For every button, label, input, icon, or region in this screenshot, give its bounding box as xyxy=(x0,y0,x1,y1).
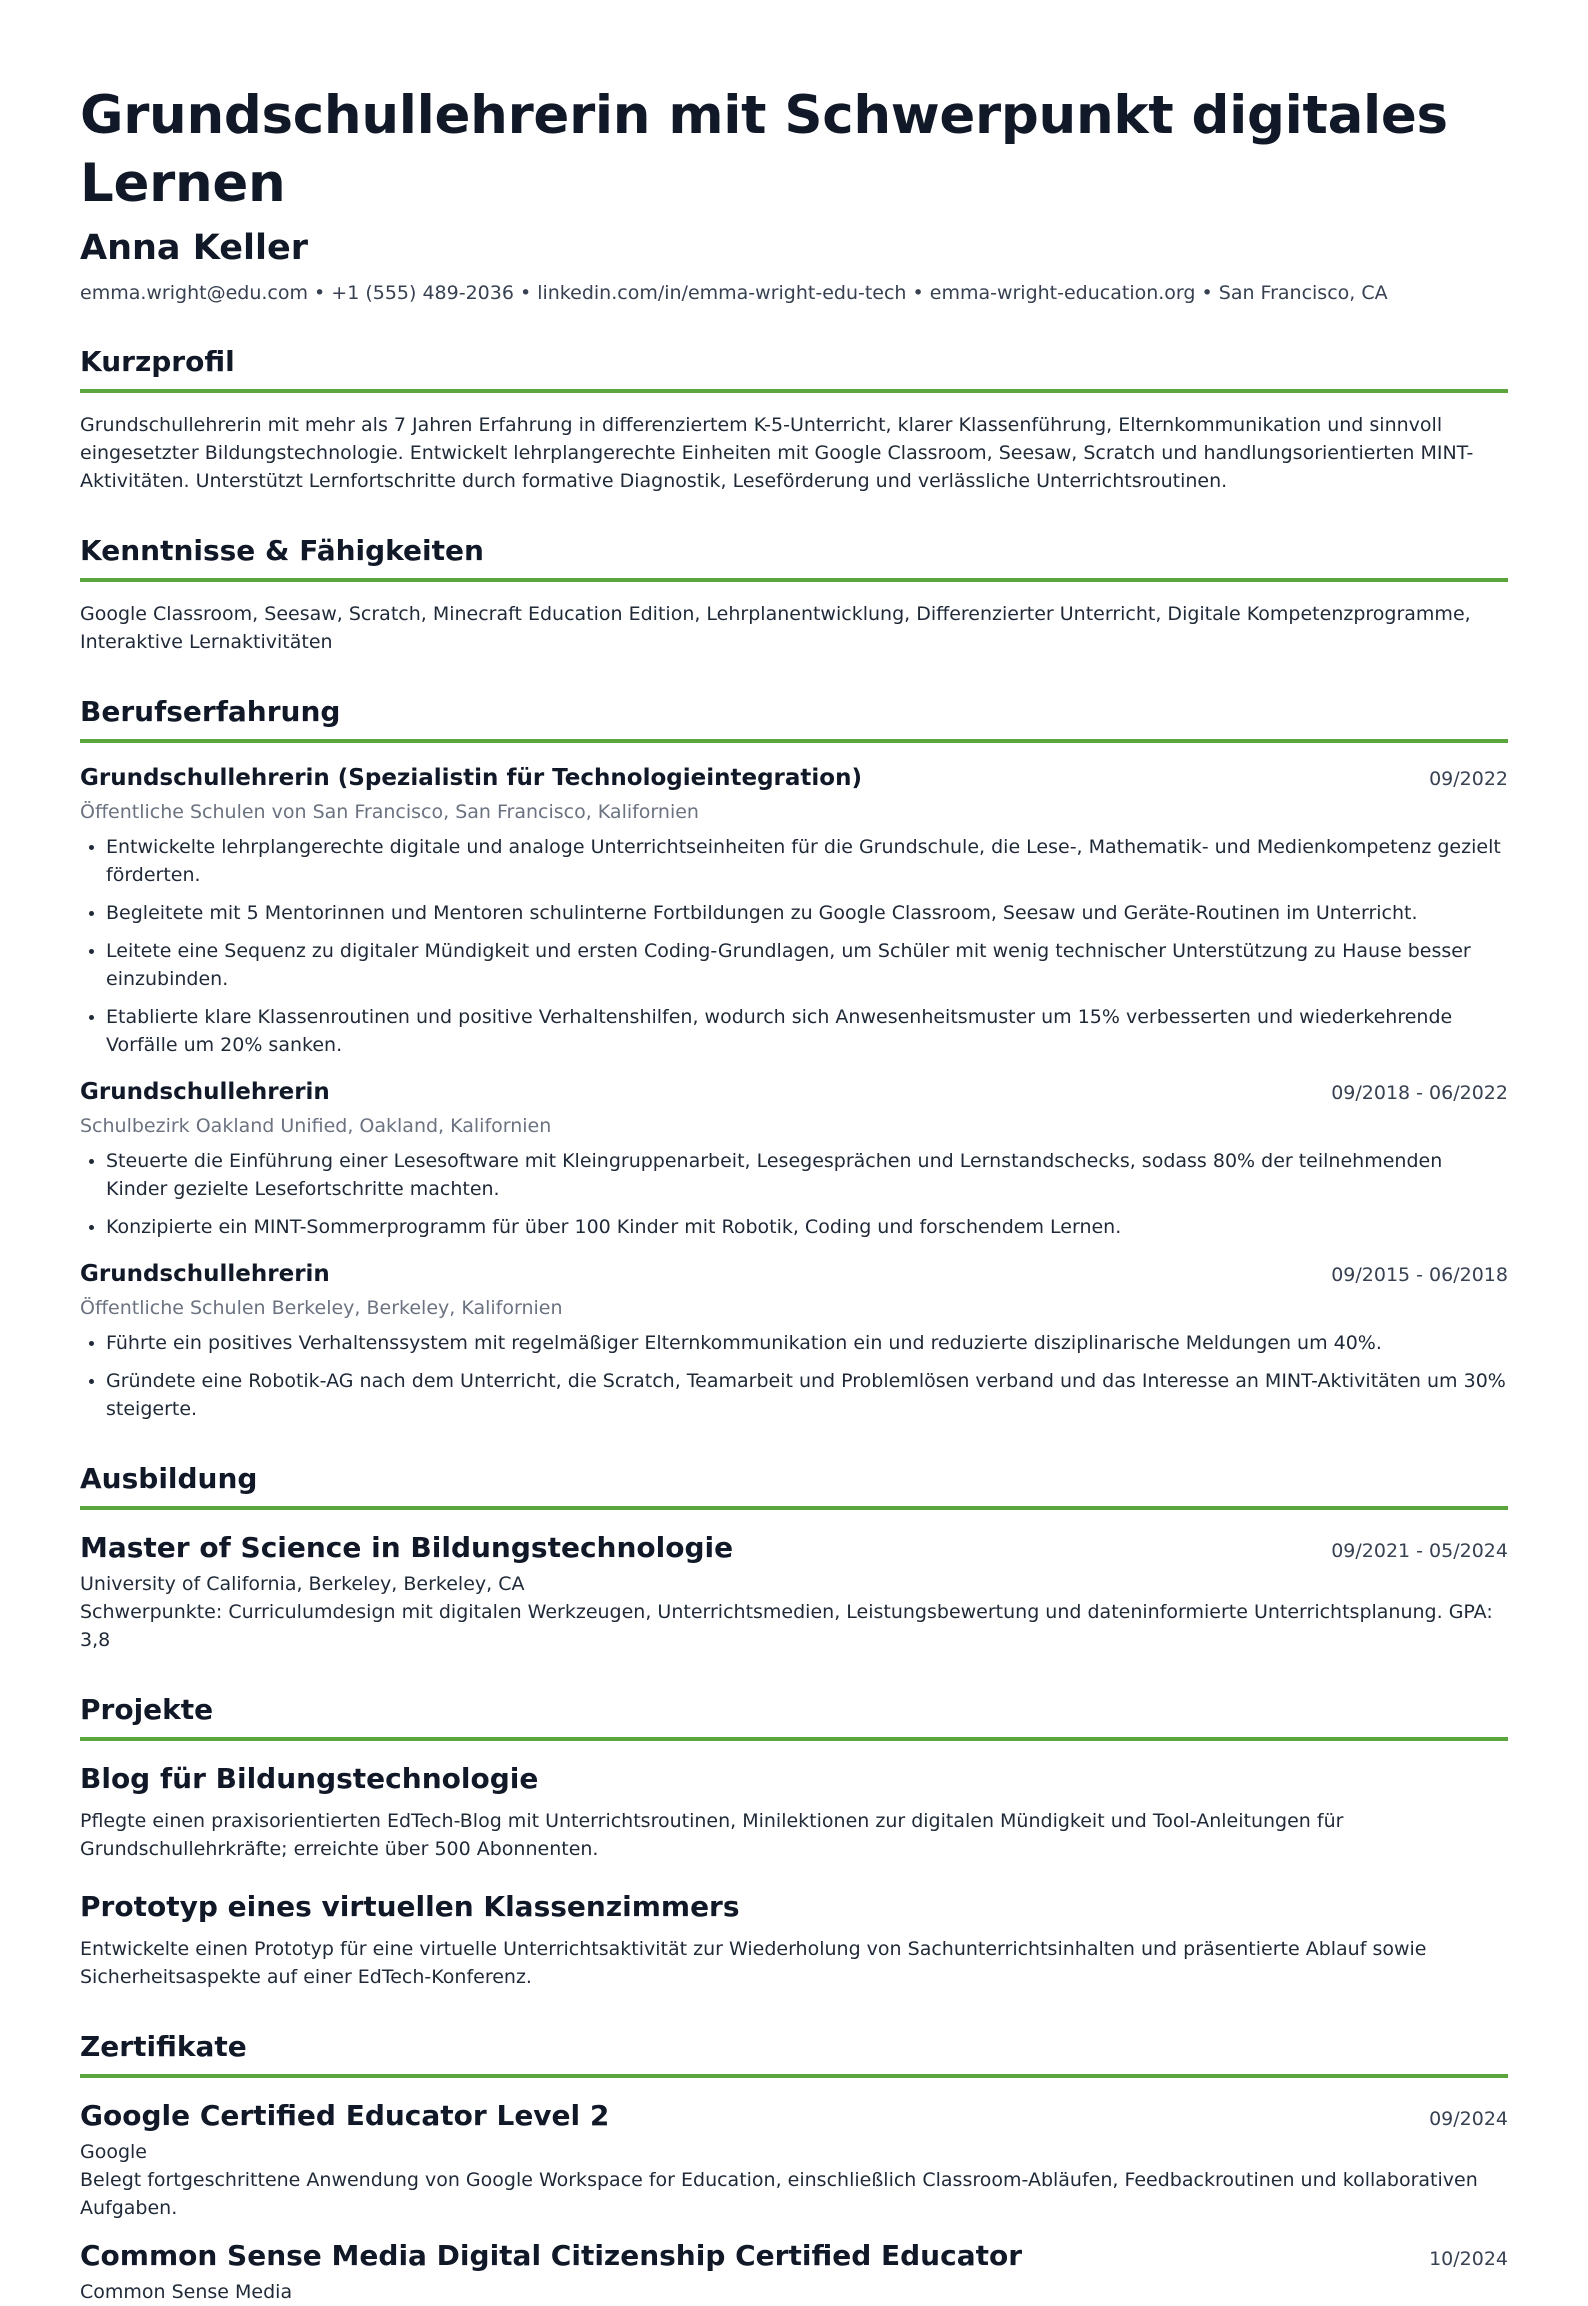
section-heading-skills: Kenntnisse & Fähigkeiten xyxy=(80,534,484,567)
certificate-date: 09/2024 xyxy=(1429,2108,1508,2130)
job-bullet: • Konzipierte ein MINT-Sommerprogramm für über 100 Kinder mit Robotik, Coding und forschendem Lernen. xyxy=(106,1213,1508,1241)
certificate-description: Belegt fortgeschrittene Anwendung von Google Workspace for Education, einschließlich Classroom-Abläufen, Feedbackroutinen und kollaborativen Aufgaben. xyxy=(80,2169,1478,2219)
job-entry xyxy=(80,1257,1508,1423)
degree-title: Master of Science in Bildungstechnologie xyxy=(80,1531,734,1564)
job-organization: Schulbezirk Oakland Unified, Oakland, Kalifornien xyxy=(80,1115,552,1137)
section-experience xyxy=(80,692,1508,1423)
job-bullet: • Steuerte die Einführung einer Lesesoftware mit Kleingruppenarbeit, Lesegesprächen und Lernstandschecks, sodass 80% der teilnehmenden Kinder gezielte Lesefortschritte machten. xyxy=(106,1147,1508,1203)
project-title: Prototyp eines virtuellen Klassenzimmers xyxy=(80,1890,740,1923)
section-skills xyxy=(80,531,1508,656)
profile-text: Grundschullehrerin mit mehr als 7 Jahren Erfahrung in differenziertem K-5-Unterricht, klarer Klassenführung, Elternkommunikation und sinnvoll eingesetzter Bildungstechnologie. Entwickelt lehrplangerechte Einheiten mit Google Classroom, Seesaw, Scratch und handlungsorientierten MINT-Aktivitäten. Unterstützt Lernfortschritte durch formative Diagnostik, Leseförderung und verlässliche Unterrichtsroutinen. xyxy=(80,414,1474,492)
section-divider xyxy=(80,1737,1508,1741)
certificate-title: Google Certified Educator Level 2 xyxy=(80,2099,610,2132)
section-heading-education: Ausbildung xyxy=(80,1462,258,1495)
section-heading-profile: Kurzprofil xyxy=(80,345,235,378)
section-heading-certificates: Zertifikate xyxy=(80,2030,247,2063)
job-bullet: • Begleitete mit 5 Mentorinnen und Mentoren schulinterne Fortbildungen zu Google Classroom, Seesaw und Geräte-Routinen im Unterricht. xyxy=(106,899,1508,927)
job-bullet: • Leitete eine Sequenz zu digitaler Mündigkeit und ersten Coding-Grundlagen, um Schüler mit wenig technischer Unterstützung zu Hause besser einzubinden. xyxy=(106,937,1508,993)
project-title: Blog für Bildungstechnologie xyxy=(80,1762,539,1795)
certificate-title: Common Sense Media Digital Citizenship Certified Educator xyxy=(80,2239,1023,2272)
section-divider xyxy=(80,739,1508,743)
job-entry xyxy=(80,761,1508,1059)
job-bullet: • Etablierte klare Klassenroutinen und positive Verhaltenshilfen, wodurch sich Anwesenheitsmuster um 15% verbesserten und wiederkehrende Vorfälle um 20% sanken. xyxy=(106,1003,1508,1059)
job-bullet: • Führte ein positives Verhaltenssystem mit regelmäßiger Elternkommunikation ein und reduzierte disziplinarische Meldungen um 40%. xyxy=(106,1329,1508,1357)
certificate-issuer: Google xyxy=(80,2141,148,2163)
job-title: Grundschullehrerin xyxy=(80,1079,330,1105)
education-institution: University of California, Berkeley, Berkeley, CA xyxy=(80,1573,525,1595)
job-date: 09/2015 - 06/2018 xyxy=(1331,1264,1508,1286)
section-certificates xyxy=(80,2027,1508,2306)
certificate-entry xyxy=(80,2236,1508,2306)
job-organization: Öffentliche Schulen Berkeley, Berkeley, Kalifornien xyxy=(80,1297,563,1319)
job-organization: Öffentliche Schulen von San Francisco, San Francisco, Kalifornien xyxy=(80,801,699,823)
project-description: Entwickelte einen Prototyp für eine virtuelle Unterrichtsaktivität zur Wiederholung von Sachunterrichtsinhalten und präsentierte Ablauf sowie Sicherheitsaspekte auf einer EdTech-Konferenz. xyxy=(80,1938,1427,1988)
section-divider xyxy=(80,578,1508,582)
person-name: Anna Keller xyxy=(80,228,308,268)
job-bullets xyxy=(80,1147,1508,1241)
job-title: Grundschullehrerin xyxy=(80,1261,330,1287)
job-bullets xyxy=(80,1329,1508,1423)
section-divider xyxy=(80,1506,1508,1510)
section-heading-projects: Projekte xyxy=(80,1693,214,1726)
job-bullet: • Entwickelte lehrplangerechte digitale und analoge Unterrichtseinheiten für die Grundschule, die Lese-, Mathematik- und Medienkompetenz gezielt förderten. xyxy=(106,833,1508,889)
section-divider xyxy=(80,389,1508,393)
section-education xyxy=(80,1459,1508,1654)
project-entry xyxy=(80,1887,1508,1991)
education-date: 09/2021 - 05/2024 xyxy=(1331,1540,1508,1562)
section-heading-experience: Berufserfahrung xyxy=(80,695,341,728)
resume-title: Grundschullehrerin mit Schwerpunkt digitales Lernen xyxy=(80,85,1448,214)
job-entry xyxy=(80,1075,1508,1241)
job-date: 09/2018 - 06/2022 xyxy=(1331,1082,1508,1104)
project-description: Pflegte einen praxisorientierten EdTech-Blog mit Unterrichtsroutinen, Minilektionen zur digitalen Mündigkeit und Tool-Anleitungen für Grundschullehrkräfte; erreichte über 500 Abonnenten. xyxy=(80,1810,1344,1860)
certificate-entry xyxy=(80,2096,1508,2222)
certificate-date: 10/2024 xyxy=(1429,2248,1508,2270)
section-profile xyxy=(80,342,1508,495)
skills-text: Google Classroom, Seesaw, Scratch, Minecraft Education Edition, Lehrplanentwicklung, Differenzierter Unterricht, Digitale Kompetenzprogramme, Interaktive Lernaktivitäten xyxy=(80,603,1471,653)
contact-line: emma.wright@edu.com • +1 (555) 489-2036 • linkedin.com/in/emma-wright-edu-tech • emma-wright-education.org • San Francisco, CA xyxy=(80,282,1388,304)
certificate-issuer: Common Sense Media xyxy=(80,2281,293,2303)
education-focus: Schwerpunkte: Curriculumdesign mit digitalen Werkzeugen, Unterrichtsmedien, Leistungsbewertung und dateninformierte Unterrichtsplanung. GPA: 3,8 xyxy=(80,1601,1493,1651)
job-bullet: • Gründete eine Robotik-AG nach dem Unterricht, die Scratch, Teamarbeit und Problemlösen verband und das Interesse an MINT-Aktivitäten um 30% steigerte. xyxy=(106,1367,1508,1423)
job-date: 09/2022 xyxy=(1429,768,1508,790)
section-projects xyxy=(80,1690,1508,1991)
job-bullets xyxy=(80,833,1508,1059)
project-entry xyxy=(80,1759,1508,1863)
job-title: Grundschullehrerin (Spezialistin für Technologieintegration) xyxy=(80,765,862,791)
section-divider xyxy=(80,2074,1508,2078)
